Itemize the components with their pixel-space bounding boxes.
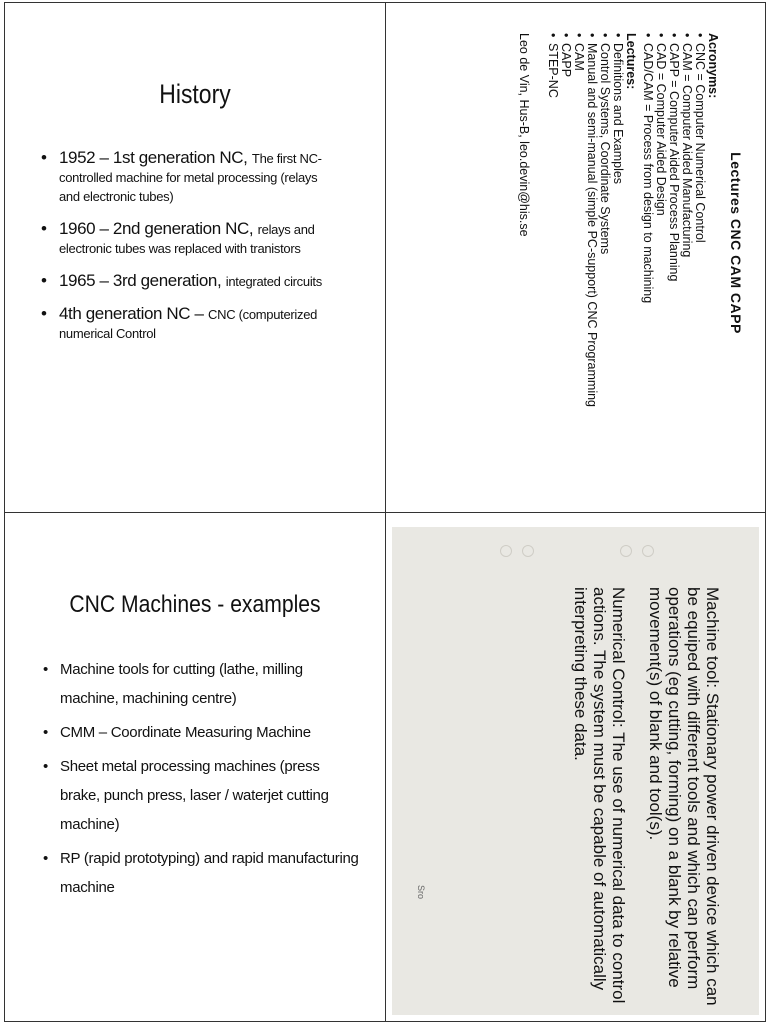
item-lead: 1952 – 1st generation NC,: [59, 148, 248, 167]
numerical-control-definition: Numerical Control: The use of numerical data to control actions. The system must be capable of automatically interpreting these data.: [571, 587, 628, 1004]
item-lead: 4th generation NC –: [59, 304, 204, 323]
item-detail: The first NC-controlled machine for metal processing (relays and electronic tubes): [59, 151, 322, 204]
item-lead: 1960 – 2nd generation NC,: [59, 219, 254, 238]
list-item: • CMM – Coordinate Measuring Machine: [43, 718, 363, 747]
list-item: • CAD = Computer Aided Design: [654, 33, 667, 453]
punch-hole: [500, 545, 512, 557]
punch-hole: [620, 545, 632, 557]
list-item: [41, 148, 341, 206]
slide-cnc-machines: [4, 512, 386, 1022]
slide-title: Lectures CNC CAM CAPP: [728, 152, 744, 334]
acronyms-heading: Acronyms:: [706, 33, 720, 99]
list-item: • CAM = Computer Aided Manufacturing: [680, 33, 693, 453]
list-item: • STEP-NC: [546, 33, 559, 453]
pen-annotation: Sro: [416, 884, 427, 900]
list-item: • Machine tools for cutting (lathe, milling machine, machining centre): [43, 655, 363, 713]
list-item: • CAPP = Computer Aided Process Planning: [667, 33, 680, 453]
list-item: • Control Systems, Coordinate Systems: [598, 33, 611, 453]
list-item: • Manual and semi-manual (simple PC-support) CNC Programming: [585, 33, 598, 453]
slide-lectures: [385, 2, 766, 513]
list-item: [41, 304, 341, 343]
slide-definitions: [385, 512, 766, 1022]
list-item: [41, 271, 341, 291]
list-item: • Sheet metal processing machines (press brake, punch press, laser / waterjet cutting machine): [43, 752, 363, 839]
author-footer: Leo de Vin, Hus-B, leo.devin@his.se: [517, 33, 531, 237]
scanned-page: [392, 527, 759, 1015]
list-item: • Definitions and Examples: [611, 33, 624, 453]
machine-tool-definition: Machine tool: Stationary power driven device which can be equiped with different tools and which can perform operations (eg cutting, forming) on a blank by relative movement(s) of blank and tool(s).: [646, 587, 722, 1006]
item-detail: relays and electronic tubes was replaced with tranistors: [59, 222, 315, 256]
slide-history: [4, 2, 386, 513]
punch-hole: [522, 545, 534, 557]
item-detail: integrated circuits: [225, 274, 322, 289]
lectures-heading: Lectures:: [624, 33, 638, 90]
list-item: • RP (rapid prototyping) and rapid manufacturing machine: [43, 844, 363, 902]
list-item: • CAD/CAM = Process from design to machining: [641, 33, 654, 453]
list-item: [41, 219, 341, 258]
definitions-text: [462, 587, 722, 1007]
list-item: • CAPP: [559, 33, 572, 453]
list-item: • CAM: [572, 33, 585, 453]
rotated-content: [446, 33, 746, 463]
machines-list: [43, 655, 363, 907]
slide-title: History: [159, 79, 231, 109]
lectures-list: [546, 33, 624, 453]
lectures-card: [446, 33, 746, 453]
punch-hole: [642, 545, 654, 557]
list-item: • CNC = Computer Numerical Control: [693, 33, 706, 453]
slide-title: CNC Machines - examples: [69, 591, 321, 618]
item-lead: 1965 – 3rd generation,: [59, 271, 222, 290]
acronyms-list: [641, 33, 706, 453]
item-detail: CNC (computerized numerical Control: [59, 307, 318, 341]
history-list: [41, 148, 341, 356]
